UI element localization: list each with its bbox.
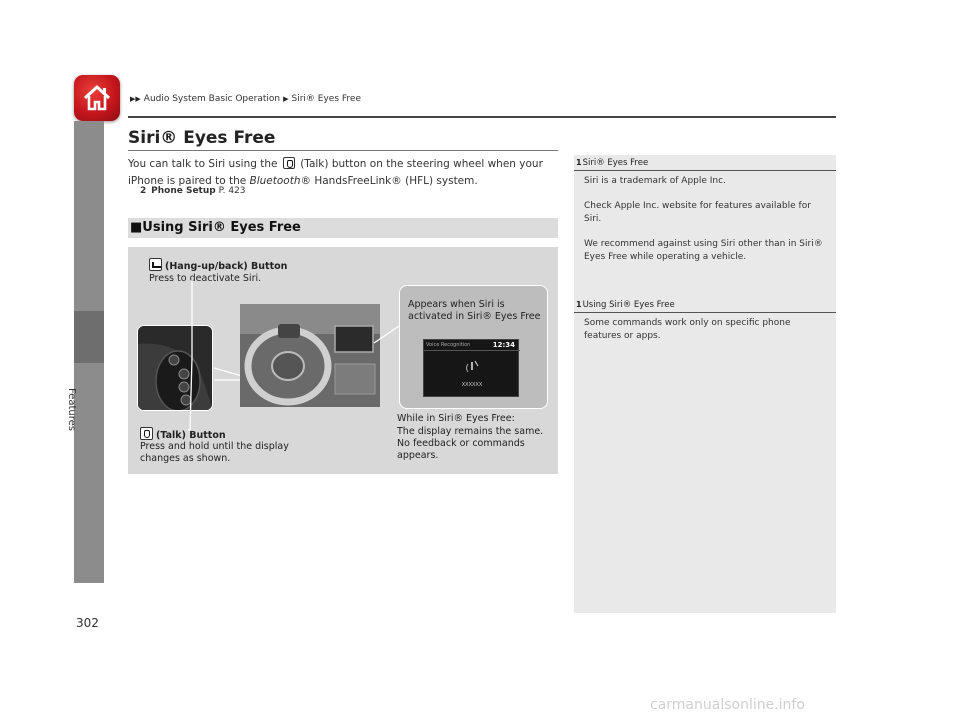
talk-description-2: changes as shown. xyxy=(140,453,231,464)
note-body-siri: Siri is a trademark of Apple Inc. Check Apple Inc. website for features available for Siri. We recommend against using Siri other than in Siri® Eyes Free while operating a vehicle. xyxy=(584,176,823,262)
watermark: carmanualsonline.info xyxy=(650,697,805,713)
appears-label-2: activated in Siri® Eyes Free xyxy=(408,311,541,322)
hangup-description: Press to deactivate Siri. xyxy=(149,273,262,284)
note-body-using-siri: Some commands work only on specific phone features or apps. xyxy=(584,318,791,341)
home-button[interactable] xyxy=(74,75,120,121)
side-tab-marker xyxy=(74,311,104,363)
intro-paragraph: You can talk to Siri using the (Talk) button on the steering wheel when your iPhone is paired to the Bluetooth® HandsFreeLink® (HFL) system. xyxy=(128,158,543,187)
phone-setup-link[interactable]: 2 Phone Setup P. 423 xyxy=(140,186,246,196)
while-label-1: While in Siri® Eyes Free: xyxy=(397,413,515,424)
xref-arrow-icon: 2 xyxy=(140,186,147,196)
talk-icon xyxy=(140,427,153,440)
title-divider xyxy=(128,150,558,151)
home-icon xyxy=(81,83,113,113)
breadcrumb-item-audio[interactable]: Audio System Basic Operation xyxy=(143,94,281,104)
header-divider xyxy=(128,116,836,118)
voice-recognition-screen xyxy=(423,339,519,397)
breadcrumb xyxy=(130,94,361,104)
voice-icon xyxy=(462,358,482,378)
hang-up-icon xyxy=(149,258,162,271)
note-heading-using-siri: 1Using Siri® Eyes Free xyxy=(576,300,675,310)
appears-label-1: Appears when Siri is xyxy=(408,299,505,310)
breadcrumb-arrow-icon: ▶▶ xyxy=(130,95,141,103)
dashboard-photo xyxy=(240,304,380,407)
hangup-callout: (Hang-up/back) Button xyxy=(149,258,287,273)
note-heading-siri: 1Siri® Eyes Free xyxy=(576,158,649,168)
while-label-2: The display remains the same. xyxy=(397,426,544,437)
note-divider xyxy=(574,312,836,313)
screen-time: 12:34 xyxy=(492,341,515,349)
while-label-4: appears. xyxy=(397,450,439,461)
page-title: Siri® Eyes Free xyxy=(128,128,276,148)
section-title: ■Using Siri® Eyes Free xyxy=(130,220,301,235)
screen-header: Voice Recognition xyxy=(426,342,471,348)
talk-callout: (Talk) Button xyxy=(140,427,226,442)
breadcrumb-arrow-icon: ▶ xyxy=(283,95,289,103)
note-divider xyxy=(574,170,836,171)
breadcrumb-item-siri[interactable]: Siri® Eyes Free xyxy=(291,94,361,104)
talk-icon xyxy=(283,157,295,169)
screen-placeholder-text: XXXXXX xyxy=(461,382,483,388)
side-tab-label: Features xyxy=(66,388,77,431)
talk-description-1: Press and hold until the display xyxy=(140,441,289,452)
page-number: 302 xyxy=(76,616,99,630)
while-label-3: No feedback or commands xyxy=(397,438,525,449)
